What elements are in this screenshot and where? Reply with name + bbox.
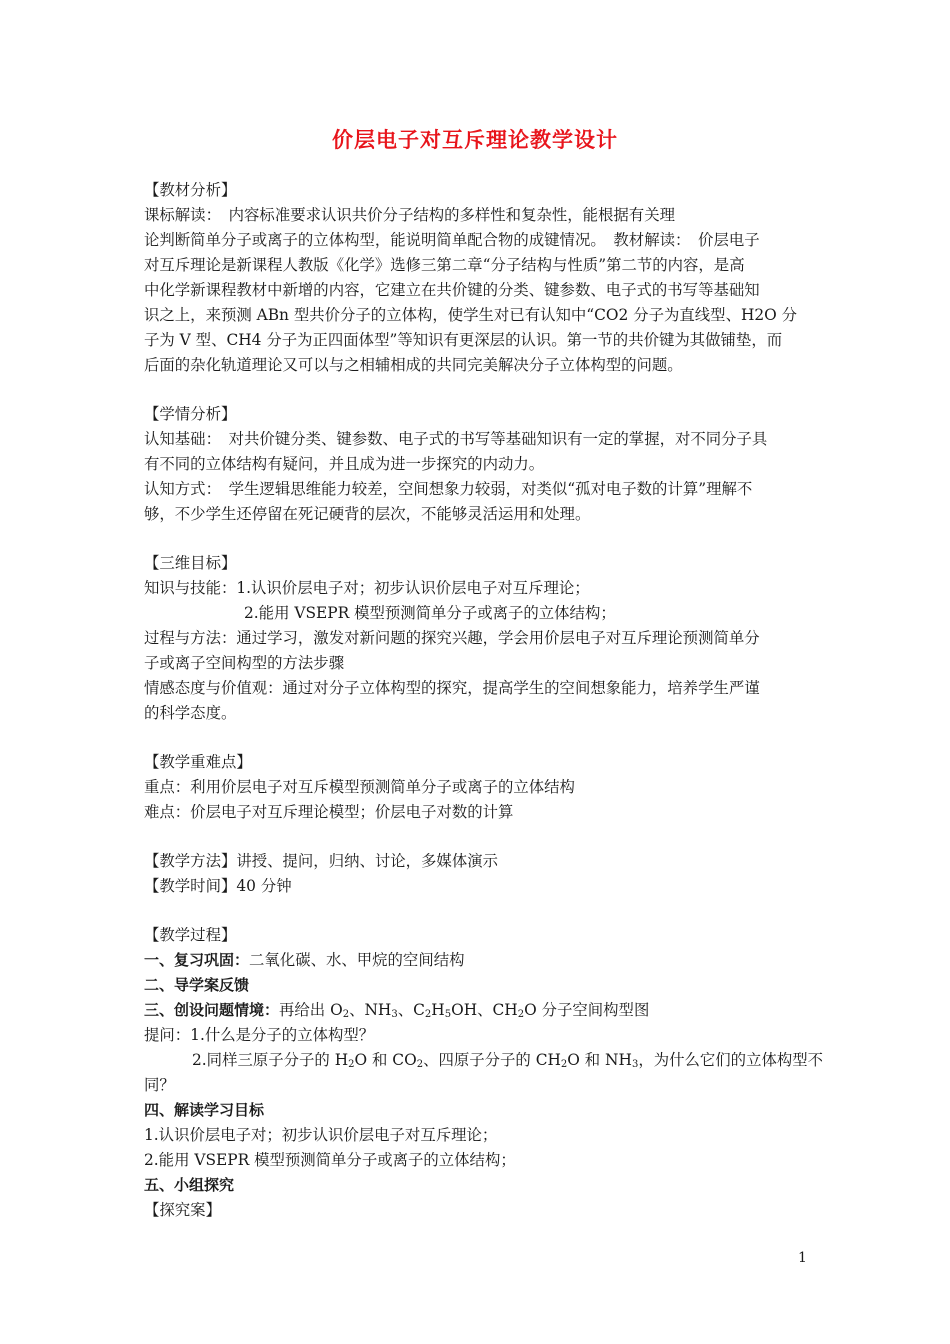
goals-knowledge-1: 知识与技能：1.认识价层电子对；初步认识价层电子对互斥理论； [144, 579, 590, 597]
students-line: 有不同的立体结构有疑问，并且成为进一步探究的内动力。 [144, 455, 545, 473]
step-4-label: 四、解读学习目标 [144, 1101, 265, 1119]
goals-knowledge-2: 2.能用 VSEPR 模型预测简单分子或离子的立体结构； [244, 604, 616, 622]
material-line: 中化学新课程教材中新增的内容，它建立在共价键的分类、键参数、电子式的书写等基础知 [144, 281, 760, 299]
students-heading: 【学情分析】 [144, 405, 237, 423]
material-line: 识之上，来预测 ABn 型共价分子的立体构，使学生对已有认知中“CO2 分子为直线型、H2O 分 [144, 306, 798, 324]
step-3-label: 三、创设问题情境： [144, 1001, 280, 1019]
step-3-text: O 分子空间构型图 [524, 1001, 650, 1019]
subscript: 2 [560, 1059, 568, 1070]
students-line: 认知方式： 学生逻辑思维能力较差，空间想象力较弱，对类似“孤对电子数的计算”理解不 [144, 480, 753, 498]
learning-goal-2: 2.能用 VSEPR 模型预测简单分子或离子的立体结构； [144, 1151, 516, 1169]
page-number: 1 [798, 1250, 807, 1266]
question-2-cont: 同？ [144, 1076, 175, 1094]
keypoints-difficulty: 难点：价层电子对互斥理论模型；价层电子对数的计算 [144, 803, 514, 821]
subscript: 3 [631, 1059, 639, 1070]
material-line: 子为 V 型、CH4 分子为正四面体型”等知识有更深层的认识。第一节的共价键为其做铺垫，而 [144, 331, 783, 349]
question-2 [144, 1048, 824, 1073]
question-1: 提问：1.什么是分子的立体构型？ [144, 1026, 375, 1044]
goals-heading: 【三维目标】 [144, 554, 237, 572]
process-heading: 【教学过程】 [144, 926, 237, 944]
goals-emotion-2: 的科学态度。 [144, 704, 237, 722]
goals-process-1: 过程与方法：通过学习，激发对新问题的探究兴趣，学会用价层电子对互斥理论预测简单分 [144, 629, 760, 647]
subscript: 2 [416, 1059, 424, 1070]
process-step-3 [144, 998, 812, 1023]
step-3-text: 、C [397, 1001, 425, 1019]
question-2-text: O 和 NH [567, 1051, 632, 1069]
page-title: 价层电子对互斥理论教学设计 [332, 128, 618, 152]
process-step-2 [144, 973, 812, 998]
step-1-text: 二氧化碳、水、甲烷的空间结构 [249, 951, 465, 969]
goals-process-2: 子或离子空间构型的方法步骤 [144, 654, 345, 672]
process-step-1 [144, 948, 812, 973]
question-2-text: 2.同样三原子分子的 H [192, 1051, 349, 1069]
teaching-method: 【教学方法】讲授、提问，归纳、讨论，多媒体演示 [144, 852, 498, 870]
question-2-text: ，为什么它们的立体构型不 [638, 1051, 824, 1069]
keypoints-focus: 重点：利用价层电子对互斥模型预测简单分子或离子的立体结构 [144, 778, 575, 796]
material-heading: 【教材分析】 [144, 181, 237, 199]
document-body [144, 178, 824, 1223]
question-2-text: O 和 CO [354, 1051, 417, 1069]
subscript: 2 [517, 1009, 525, 1020]
step-3-text: 再给出 O [279, 1001, 343, 1019]
students-line: 够，不少学生还停留在死记硬背的层次，不能够灵活运用和处理。 [144, 505, 591, 523]
subscript: 5 [444, 1009, 452, 1020]
students-line: 认知基础： 对共价键分类、键参数、电子式的书写等基础知识有一定的掌握，对不同分子具 [144, 430, 768, 448]
step-5-label: 五、小组探究 [144, 1176, 235, 1194]
step-3-text: H [431, 1001, 445, 1019]
process-step-4 [144, 1098, 812, 1123]
keypoints-heading: 【教学重难点】 [144, 753, 252, 771]
step-1-label: 一、复习巩固： [144, 951, 250, 969]
material-line: 对互斥理论是新课程人教版《化学》选修三第二章“分子结构与性质”第二节的内容，是高 [144, 256, 745, 274]
subscript: 2 [348, 1059, 355, 1070]
process-step-5 [144, 1173, 812, 1198]
material-line: 课标解读： 内容标准要求认识共价分子结构的多样性和复杂性，能根据有关理 [144, 206, 675, 224]
goals-emotion-1: 情感态度与价值观：通过对分子立体构型的探究，提高学生的空间想象能力，培养学生严谨 [144, 679, 760, 697]
subscript: 2 [342, 1009, 350, 1020]
question-2-text: 、四原子分子的 CH [423, 1051, 561, 1069]
step-3-text: 、NH [349, 1001, 392, 1019]
subscript: 2 [424, 1009, 432, 1020]
explore-heading: 【探究案】 [144, 1201, 221, 1219]
material-line: 论判断简单分子或离子的立体构型，能说明简单配合物的成键情况。 教材解读： 价层电子 [144, 231, 760, 249]
teaching-time: 【教学时间】40 分钟 [144, 877, 292, 895]
learning-goal-1: 1.认识价层电子对；初步认识价层电子对互斥理论； [144, 1126, 498, 1144]
material-line: 后面的杂化轨道理论又可以与之相辅相成的共同完美解决分子立体构型的问题。 [144, 356, 683, 374]
subscript: 3 [391, 1009, 398, 1020]
step-3-text: OH、CH [451, 1001, 518, 1019]
step-2-label: 二、导学案反馈 [144, 976, 250, 994]
